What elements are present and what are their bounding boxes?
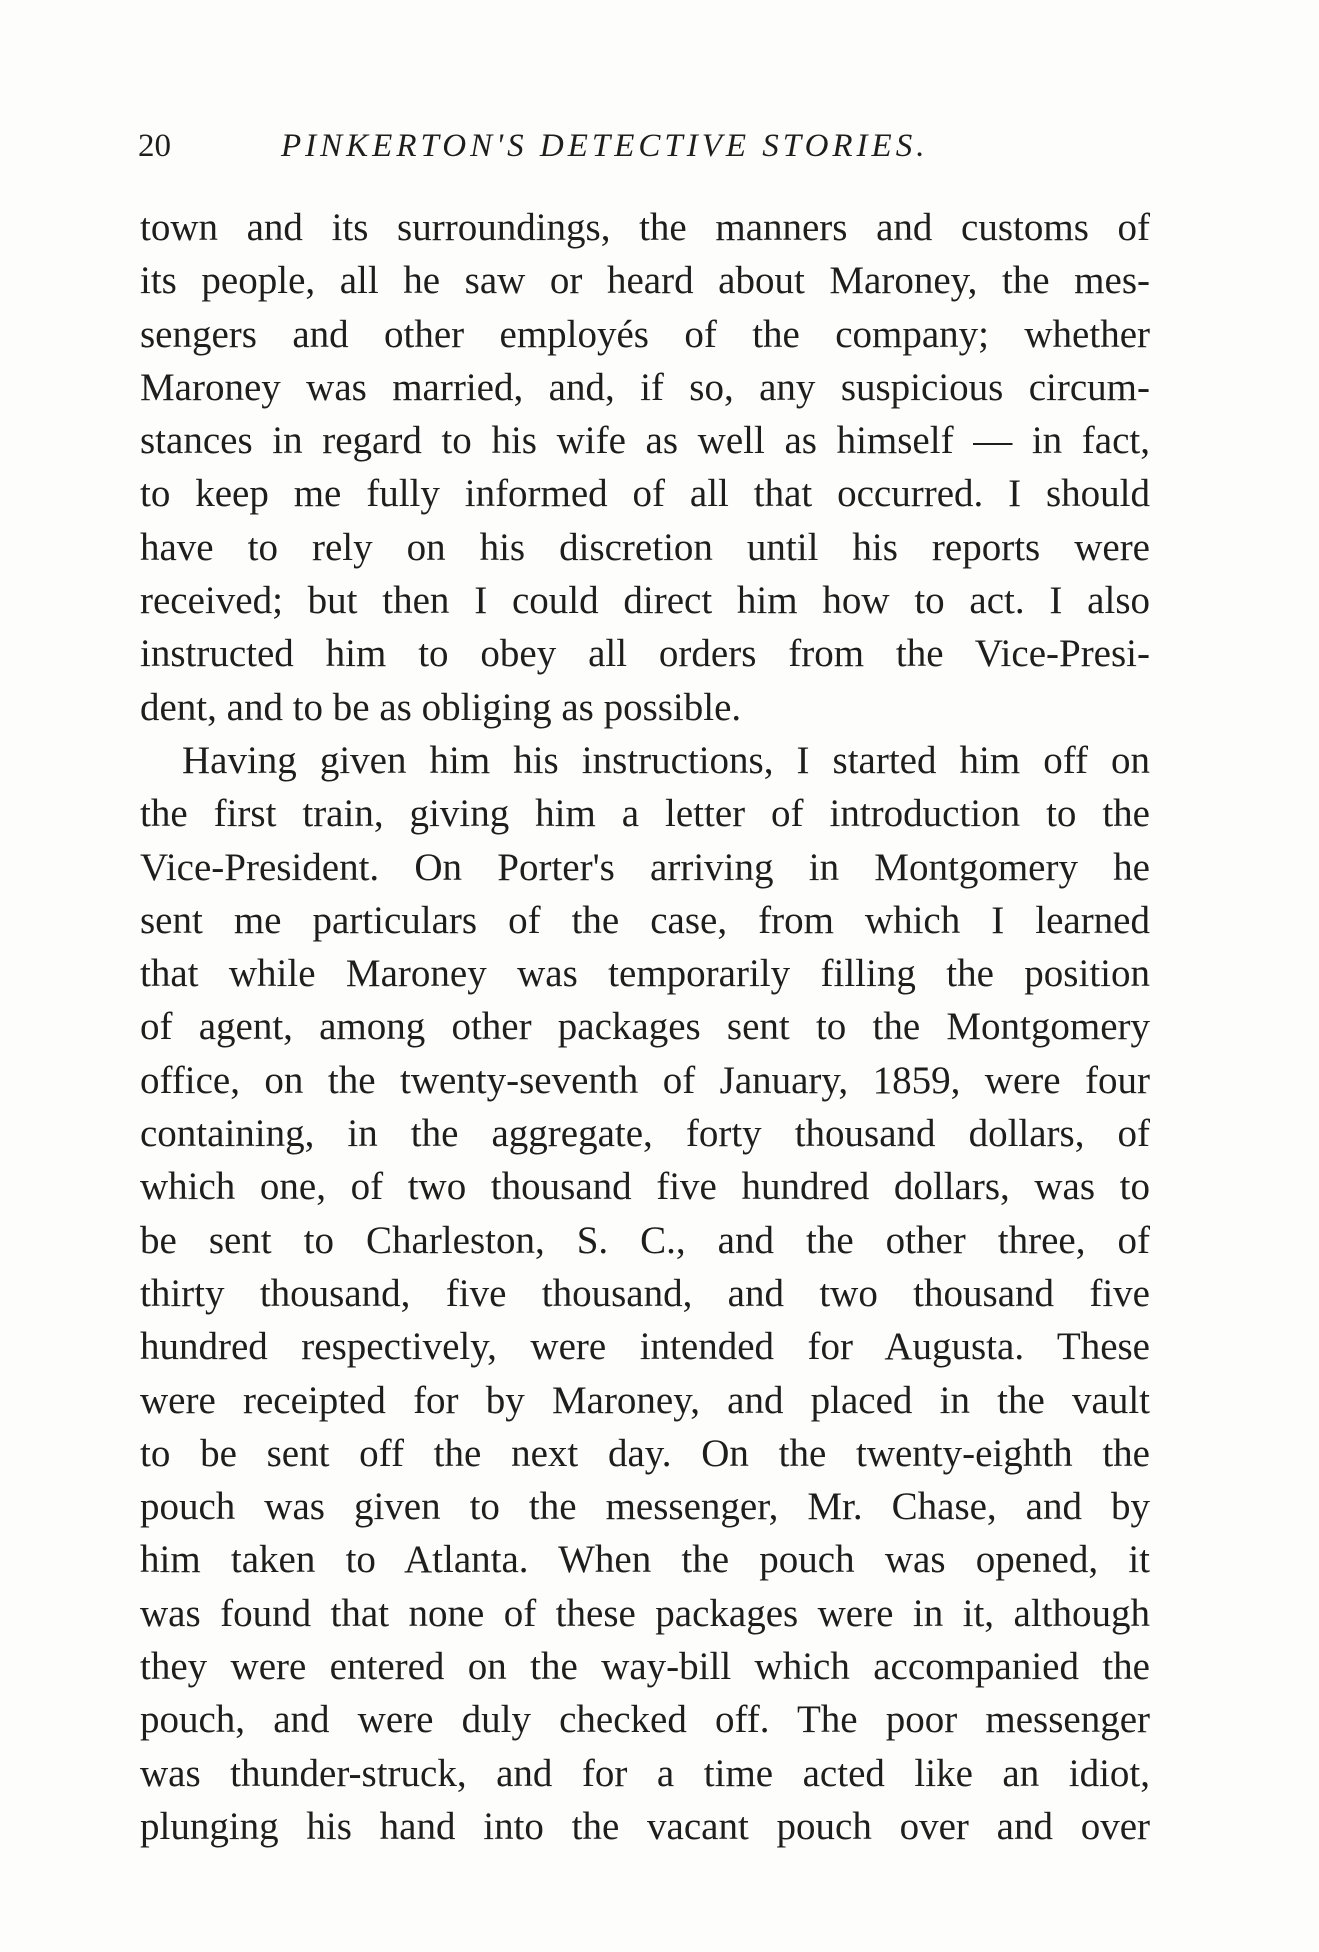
- text-line: containing, in the aggregate, forty thousand dollars, of: [140, 1112, 1150, 1156]
- text-line: sengers and other employés of the company; whether: [140, 312, 1150, 356]
- paragraph-end-line: dent, and to be as obliging as possible.: [140, 685, 742, 729]
- paragraph-start-line: Having given him his instructions, I started him off on: [182, 738, 1150, 782]
- text-line: have to rely on his discretion until his reports were: [140, 525, 1150, 569]
- text-line: instructed him to obey all orders from the Vice-Presi-: [140, 632, 1150, 676]
- text-line: sent me particulars of the case, from which I learned: [140, 898, 1150, 942]
- body-text: [140, 201, 1150, 1853]
- text-line: of agent, among other packages sent to the Montgomery: [140, 1005, 1150, 1049]
- text-line: pouch, and were duly checked off. The poor messenger: [140, 1698, 1150, 1742]
- text-line: Maroney was married, and, if so, any suspicious circum-: [140, 365, 1150, 409]
- text-line: stances in regard to his wife as well as himself — in fact,: [140, 419, 1150, 463]
- text-line: Vice-President. On Porter's arriving in Montgomery he: [140, 845, 1150, 889]
- text-line: they were entered on the way-bill which accompanied the: [140, 1645, 1150, 1689]
- text-line: was found that none of these packages were in it, although: [140, 1591, 1150, 1635]
- text-line: plunging his hand into the vacant pouch over and over: [140, 1804, 1150, 1848]
- text-line: town and its surroundings, the manners and customs of: [140, 206, 1150, 249]
- text-line: be sent to Charleston, S. C., and the other three, of: [140, 1218, 1150, 1262]
- text-line: received; but then I could direct him how to act. I also: [140, 579, 1150, 623]
- page-header: [138, 126, 1038, 166]
- text-line: hundred respectively, were intended for Augusta. These: [140, 1325, 1150, 1369]
- text-line: which one, of two thousand five hundred dollars, was to: [140, 1165, 1150, 1209]
- text-line: him taken to Atlanta. When the pouch was opened, it: [140, 1538, 1150, 1582]
- text-line: office, on the twenty-seventh of January, 1859, were four: [140, 1058, 1150, 1102]
- text-line: pouch was given to the messenger, Mr. Chase, and by: [140, 1485, 1150, 1529]
- text-line: to keep me fully informed of all that occurred. I should: [140, 472, 1150, 516]
- running-title: PINKERTON'S DETECTIVE STORIES.: [281, 128, 929, 164]
- text-line: thirty thousand, five thousand, and two thousand five: [140, 1271, 1150, 1315]
- text-line: the first train, giving him a letter of introduction to the: [140, 792, 1150, 836]
- text-line: were receipted for by Maroney, and placed in the vault: [140, 1378, 1150, 1422]
- text-line: to be sent off the next day. On the twenty-eighth the: [140, 1431, 1150, 1475]
- text-line: was thunder-struck, and for a time acted like an idiot,: [140, 1751, 1150, 1795]
- text-line: that while Maroney was temporarily filling the position: [140, 952, 1150, 996]
- text-line: its people, all he saw or heard about Maroney, the mes-: [140, 259, 1150, 303]
- page-number: 20: [138, 128, 171, 164]
